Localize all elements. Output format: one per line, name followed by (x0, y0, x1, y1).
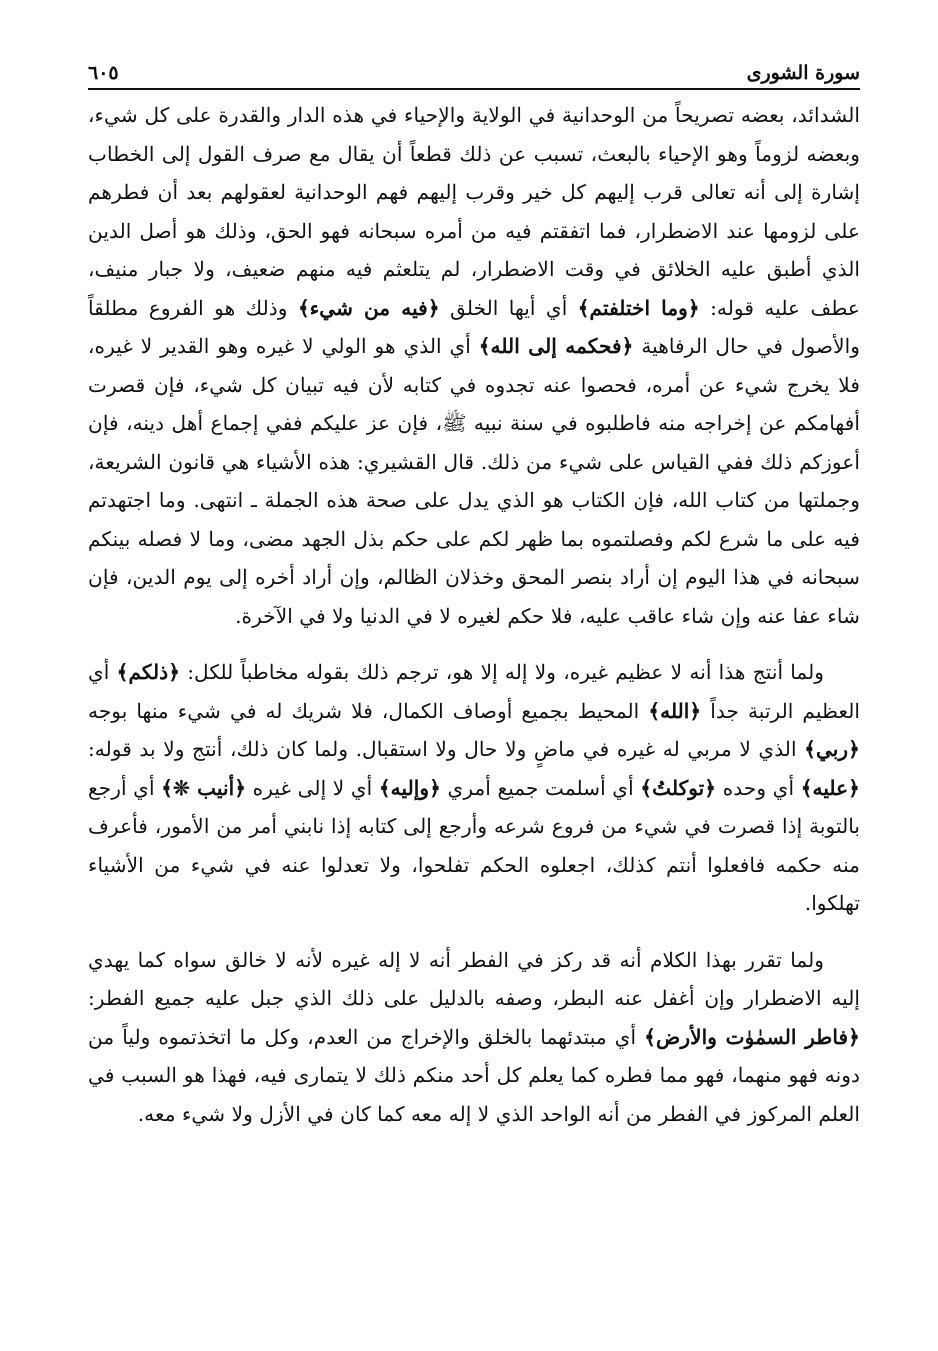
quran-quote: ﴿وما اختلفتم﴾ (577, 295, 700, 320)
text-segment: أي أرجع بالتوبة إذا قصرت في شيء من فروع شرعه وأرجع إلى كتابه إذا نابني أمر من الأمور، فأعرف منه حكمه فافعلوا أنتم كذلك، اجعلوه الحكم تفلحوا، ولا تعدلوا عنه في شيء من الأشياء تهلكوا. (88, 775, 860, 915)
quran-quote: ﴿فاطر السمٰوٰت والأرض﴾ (644, 1024, 861, 1049)
text-segment: أي أيها الخلق (439, 295, 578, 320)
paragraph-1 (88, 96, 860, 635)
header-rule (88, 88, 860, 90)
page-number: ٦٠٥ (88, 62, 119, 84)
body-text (88, 96, 860, 1133)
text-segment: أي مبتدئهما بالخلق والإخراج من العدم، وكل ما اتخذتموه ولياً من دونه فهو منهما، فهو مما فطره كما يعلم كل أحد منكم ذلك لا يتمارى فيه، فهذا هو السبب في العلم المركوز في الفطر من أنه الواحد الذي لا إله معه كما كان في الأزل ولا شيء معه. (88, 1024, 860, 1126)
quran-quote: ﴿توكلتُ﴾ (640, 775, 717, 800)
text-segment: أي وحده (716, 775, 801, 800)
text-segment: الشدائد، بعضه تصريحاً من الوحدانية في الولاية والإحياء في هذه الدار والقدرة على كل شيء، وبعضه لزوماً وهو الإحياء بالبعث، تسبب عن ذلك قطعاً أن يقال مع صرف القول إلى الخطاب إشارة إلى أنه تعالى قرب إليهم كل خير وقرب إليهم فهم الوحدانية لعقولهم بعد أن فطرهم على لزومها عند الاضطرار، فما اتفقتم فيه من أمره سبحانه فهو الحق، وذلك هو أصل الدين الذي أطبق عليه الخلائق في وقت الاضطرار، لم يتلعثم فيه منهم ضعيف، ولا جبار منيف، عطف عليه قوله: (88, 103, 860, 320)
text-segment: أي الذي هو الولي لا غيره وهو القدير لا غيره، فلا يخرج شيء عن أمره، فحصوا عنه تجدوه في كتابه لأن فيه تبيان كل شيء، فإن قصرت أفهامكم عن إخراجه منه فاطلبوه في سنة نبيه ﷺ، فإن عز عليكم ففي إجماع أهل دينه، فإن أعوزكم ذلك ففي القياس على شيء من ذلك. قال القشيري: هذه الأشياء هي قانون الشريعة، وجملتها من كتاب الله، فإن الكتاب هو الذي يدل على صحة هذه الجملة ـ انتهى. وما اجتهدتم فيه على ما شرع لكم وفصلتموه بما ظهر لكم على حكم بذل الجهد مضى، وما لا فصله بينكم سبحانه في هذا اليوم إن أراد بنصر المحق وخذلان الظالم، وإن أراد أخره إلى يوم الدين، فإن شاء عفا عنه وإن شاء عاقب عليه، فلا حكم لغيره لا في الدنيا ولا في الآخرة. (88, 334, 860, 628)
quran-quote: ﴿الله﴾ (648, 698, 702, 723)
paragraph-2 (88, 653, 860, 923)
text-segment: أي العظيم الرتبة جداً (88, 660, 860, 723)
text-segment: وذلك هو الفروع مطلقاً والأصول في حال الرفاهية (88, 295, 861, 358)
quran-quote: ﴿فحكمه إلى الله﴾ (478, 334, 634, 358)
quran-quote: ﴿وإليه﴾ (378, 775, 441, 800)
quran-quote: ﴿ذلكم﴾ (116, 660, 181, 684)
quran-quote: ﴿ربي﴾ (804, 737, 860, 761)
surah-name: سورة الشورى (746, 62, 860, 84)
text-segment: المحيط بجميع أوصاف الكمال، فلا شريك له في شيء منها بوجه (88, 698, 649, 723)
page-header (88, 52, 860, 88)
quran-quote: ﴿عليه﴾ (800, 775, 860, 800)
paragraph-3 (88, 941, 860, 1134)
text-segment: الذي لا مربي له غيره في ماضٍ ولا حال ولا استقبال. ولما كان ذلك، أنتج ولا بد قوله: (88, 737, 805, 761)
text-segment: ولما أنتج هذا أنه لا عظيم غيره، ولا إله إلا هو، ترجم ذلك بقوله مخاطباً للكل: (180, 660, 825, 684)
quran-quote: ﴿أنيب ❊﴾ (161, 775, 247, 800)
quran-quote: ﴿فيه من شيء﴾ (297, 295, 440, 320)
text-segment: أي لا إلى غيره (246, 775, 379, 800)
text-segment: أي أسلمت جميع أمري (440, 775, 641, 800)
text-segment: ولما تقرر بهذا الكلام أنه قد ركز في الفطر أنه لا إله غيره لأنه لا خالق سواه كما يهدي إليه الاضطرار وإن أغفل عنه البطر، وصفه بالدليل على ذلك الذي جبل عليه جميع الفطر: (88, 947, 860, 1010)
